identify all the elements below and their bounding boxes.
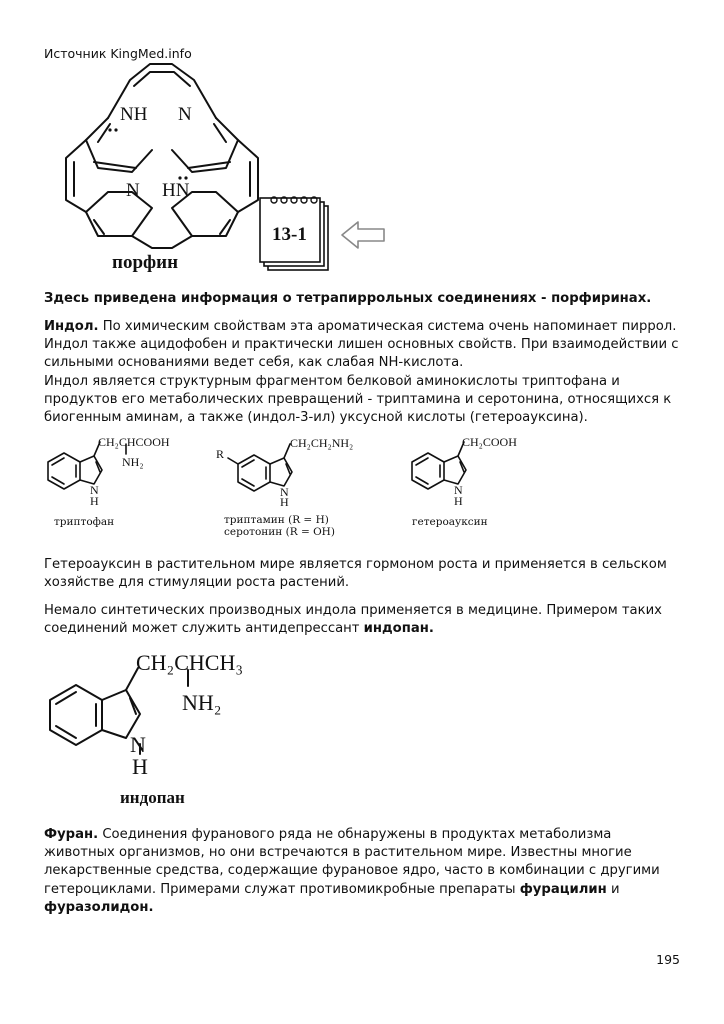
label-nh-top: NH (120, 104, 148, 125)
heteroauxin-structure (404, 432, 544, 506)
trp-chain-label: CH₂CHCOOH (98, 435, 170, 449)
trp-nh2-label: NH₂ (122, 455, 144, 469)
furan-and: и (606, 881, 620, 897)
synthetic-bold: индопан. (363, 621, 434, 637)
tryptamine-n-label: N (280, 485, 289, 499)
meso-bridge-right (238, 140, 258, 212)
indopan-chain-label: CH₂CHCH₃ (136, 650, 244, 675)
furan-text: Соединения фуранового ряда не обнаружены в продуктах метаболизма животных организмов, но они встречаются в растительном мире. Известны многие лекарственные средства, содержащие фурановое ядро, часто в комбинации с другими гетероциклами. Примерами служат противомикробные препараты (44, 827, 660, 897)
tryptamine-caption2: серотонин (R = OH) (224, 526, 335, 538)
auxin-n-label: N (454, 483, 463, 497)
porphine-structure (40, 50, 260, 250)
tryptamine-h-label: H (280, 495, 289, 506)
arrow-left-icon (342, 222, 384, 248)
trp-n-label: N (90, 483, 99, 497)
indopan-structure (40, 644, 290, 780)
tryptamine-caption (224, 514, 335, 538)
page-number: 195 (656, 952, 680, 967)
tryptophan-structure (40, 432, 200, 506)
trp-caption: триптофан (54, 516, 115, 528)
indole-text1: По химическим свойствам эта ароматическая система очень напоминает пиррол. Индол также ацидофобен и практически лишен основных свойств. При взаимодействии с сильными основаниями ведет себя, как слабая NH-кислота. (44, 319, 679, 371)
auxin-caption: гетероауксин (412, 516, 488, 528)
indopan-caption: индопан (120, 788, 185, 807)
calendar-label: 13-1 (272, 224, 307, 245)
indole-title: Индол. (44, 319, 99, 334)
furan-drug2: фуразолидон. (44, 899, 154, 915)
pyrrole-ring-top-right (172, 118, 238, 172)
synthetic-paragraph (44, 602, 684, 638)
auxin-chain-label: CH₂COOH (462, 435, 517, 449)
furan-drug1: фурацилин (519, 881, 607, 897)
pyrrole-ring-top-left (86, 118, 152, 172)
furan-title: Фуран. (44, 827, 99, 842)
indopan-nh2-label: NH₂ (182, 690, 222, 715)
indole-paragraph (44, 318, 684, 427)
auxin-paragraph: Гетероауксин в растительном мире является гормоном роста и применяется в сельском хозяйстве для стимуляции роста растений. (44, 557, 667, 591)
source-label: Источник KingMed.info (44, 46, 192, 61)
tryptamine-caption1: триптамин (R = H) (224, 514, 329, 526)
pyrrole-ring-bottom-left (86, 192, 152, 236)
meso-bridge-bottom (132, 236, 192, 248)
furan-paragraph (44, 826, 684, 917)
intro-text: Здесь приведена информация о тетрапиррольных соединениях - порфиринах. (44, 291, 652, 306)
indopan-h-label: H (132, 754, 148, 779)
indole-text2: Индол является структурным фрагментом белковой аминокислоты триптофана и продуктов его метаболических превращений - триптамина и серотонина, относящихся к биогенным аминам, а также (индол-3-ил) уксусной кислоты (гетероауксина). (44, 373, 672, 426)
tryptamine-chain-label: CH₂CH₂NH₂ (290, 436, 354, 450)
tryptamine-structure (214, 432, 384, 506)
label-hn-bottom: HN (162, 180, 190, 201)
auxin-h-label: H (454, 494, 463, 506)
label-n-top: N (178, 104, 192, 125)
meso-bridge-left (66, 140, 86, 212)
synthetic-text: Немало синтетических производных индола применяется в медицине. Примером таких соединений может служить антидепрессант (44, 603, 662, 637)
label-n-bottom: N (126, 180, 140, 201)
tryptamine-r-label: R (216, 447, 225, 461)
porphine-caption: порфин (112, 252, 179, 273)
trp-h-label: H (90, 494, 99, 506)
indopan-n-label: N (130, 732, 146, 757)
